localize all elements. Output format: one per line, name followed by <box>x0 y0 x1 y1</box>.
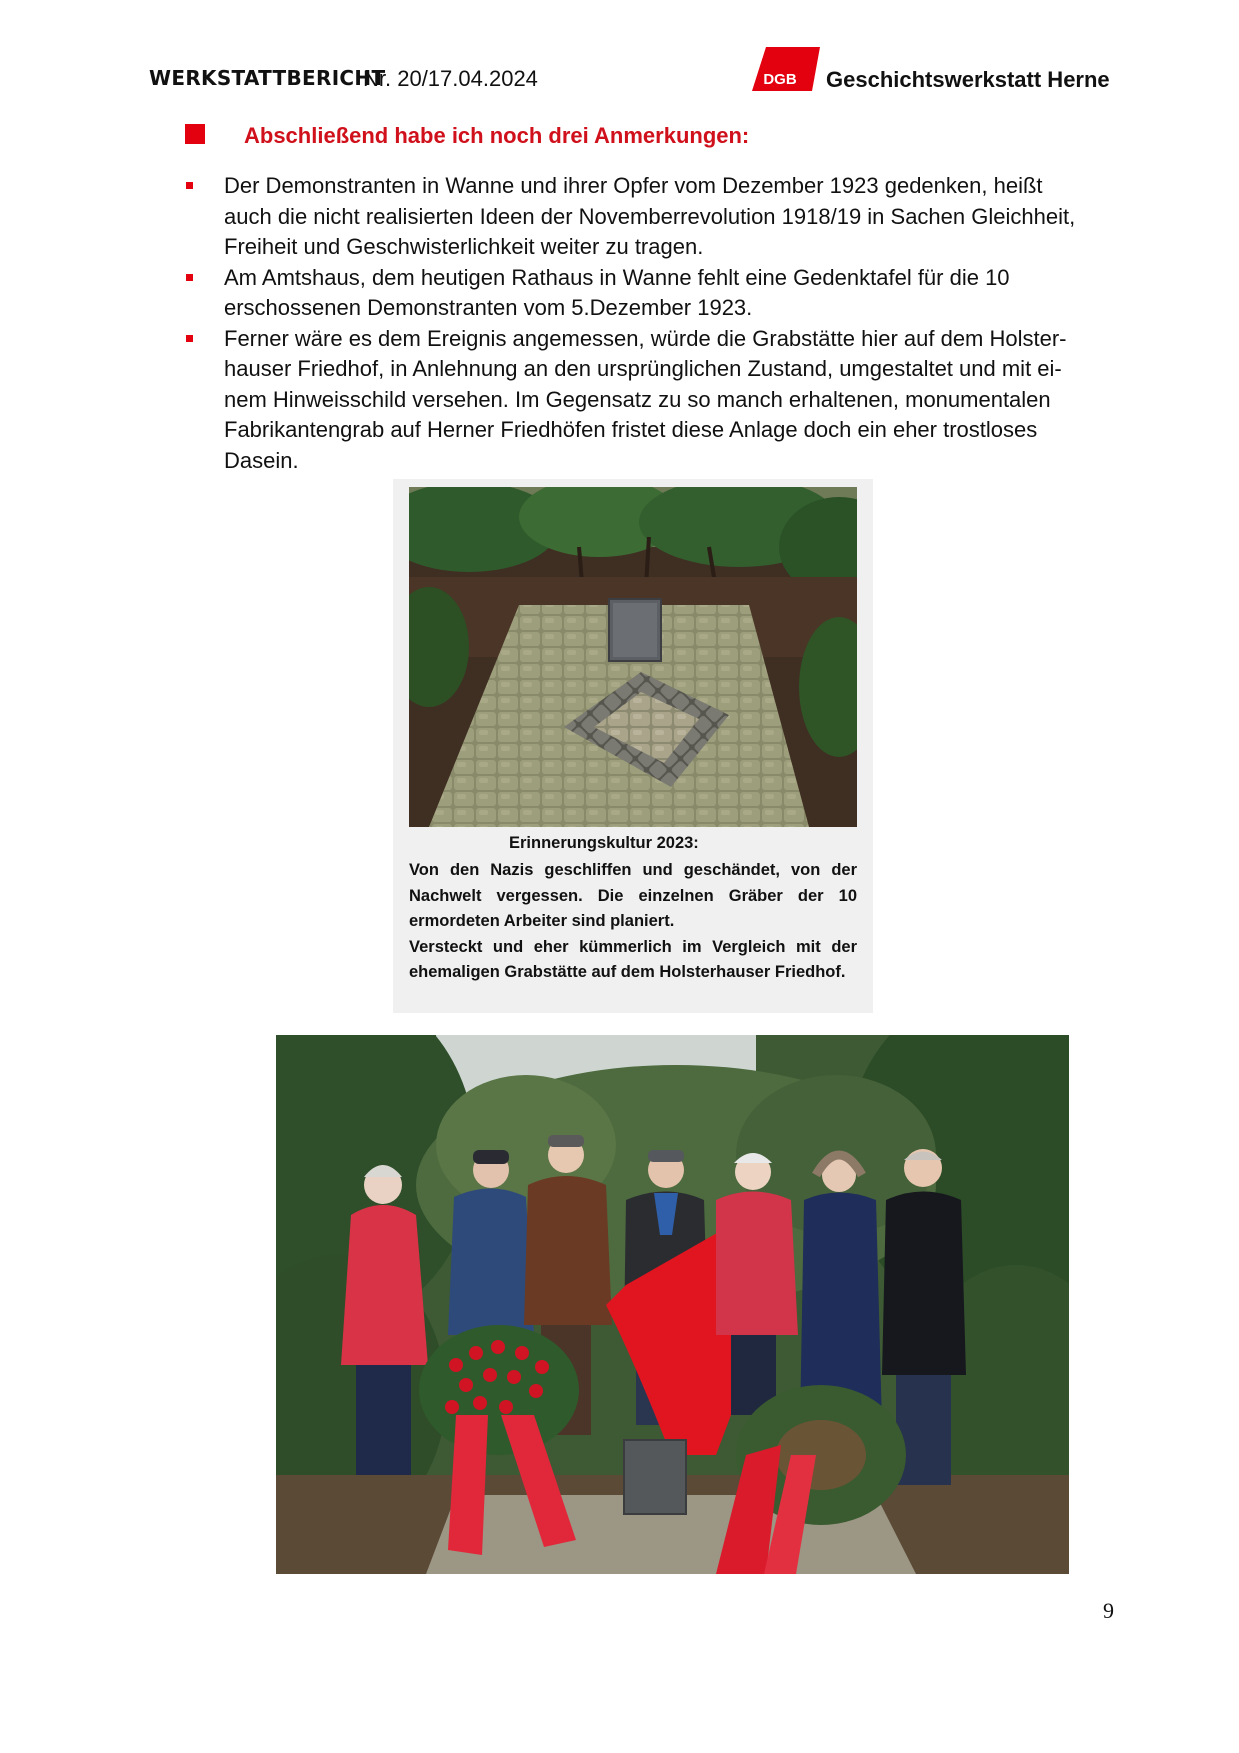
grave-site-photo <box>409 487 857 827</box>
list-item-line: auch die nicht realisierten Ideen der Novemberrevolution 1918/19 in Sachen Gleichheit, <box>224 203 1076 229</box>
list-item <box>186 171 1126 263</box>
report-series-title: WERKSTATTBERICHT <box>149 66 386 90</box>
list-item-line: nem Hinweisschild versehen. Im Gegensatz zu so manch erhaltenen, monumentalen <box>224 386 1051 412</box>
report-number-date: Nr. 20/17.04.2024 <box>363 66 538 91</box>
list-item-line: Dasein. <box>224 447 299 473</box>
list-item <box>186 263 1126 324</box>
bullet-marker <box>186 274 193 281</box>
figure-caption-body <box>409 858 857 986</box>
list-item <box>186 324 1126 477</box>
list-item-line: Der Demonstranten in Wanne und ihrer Opfer vom Dezember 1923 gedenken, heißt <box>224 173 1043 198</box>
list-item-line: erschossenen Demonstranten vom 5.Dezember 1923. <box>224 295 753 320</box>
figure-caption-title: Erinnerungskultur 2023: <box>509 834 699 852</box>
figure-caption-paragraph: Versteckt und eher kümmerlich im Vergleich mit der ehemaligen Grabstätte auf dem Holsterhauser Friedhof. <box>409 937 857 981</box>
figure-caption-paragraph: Von den Nazis geschliffen und geschändet, von der Nachwelt vergessen. Die einzelnen Gräber der 10 ermordeten Arbeiter sind planiert. <box>409 861 857 930</box>
section-marker <box>185 124 205 144</box>
bullet-marker <box>186 335 193 342</box>
list-item-line: Fabrikantengrab auf Herner Friedhöfen fristet diese Anlage doch ein eher trostloses <box>224 417 1038 442</box>
list-item-line: Freiheit und Geschwisterlichkeit weiter zu tragen. <box>224 234 704 259</box>
organization-name: Geschichtswerkstatt Herne <box>826 67 1110 92</box>
list-item-line: Am Amtshaus, dem heutigen Rathaus in Wanne fehlt eine Gedenktafel für die 10 <box>224 264 1010 290</box>
page-number: 9 <box>1103 1598 1114 1623</box>
section-title: Abschließend habe ich noch drei Anmerkungen: <box>244 123 750 148</box>
bullet-marker <box>186 182 193 189</box>
group-memorial-photo <box>276 1035 1069 1574</box>
dgb-logo-text: DGB <box>763 71 797 88</box>
list-item-line: Ferner wäre es dem Ereignis angemessen, würde die Grabstätte hier auf dem Holster- <box>224 325 1067 351</box>
dgb-logo <box>752 47 820 91</box>
remarks-list <box>186 171 1126 476</box>
list-item-line: hauser Friedhof, in Anlehnung an den ursprünglichen Zustand, umgestaltet und mit ei- <box>224 356 1062 381</box>
